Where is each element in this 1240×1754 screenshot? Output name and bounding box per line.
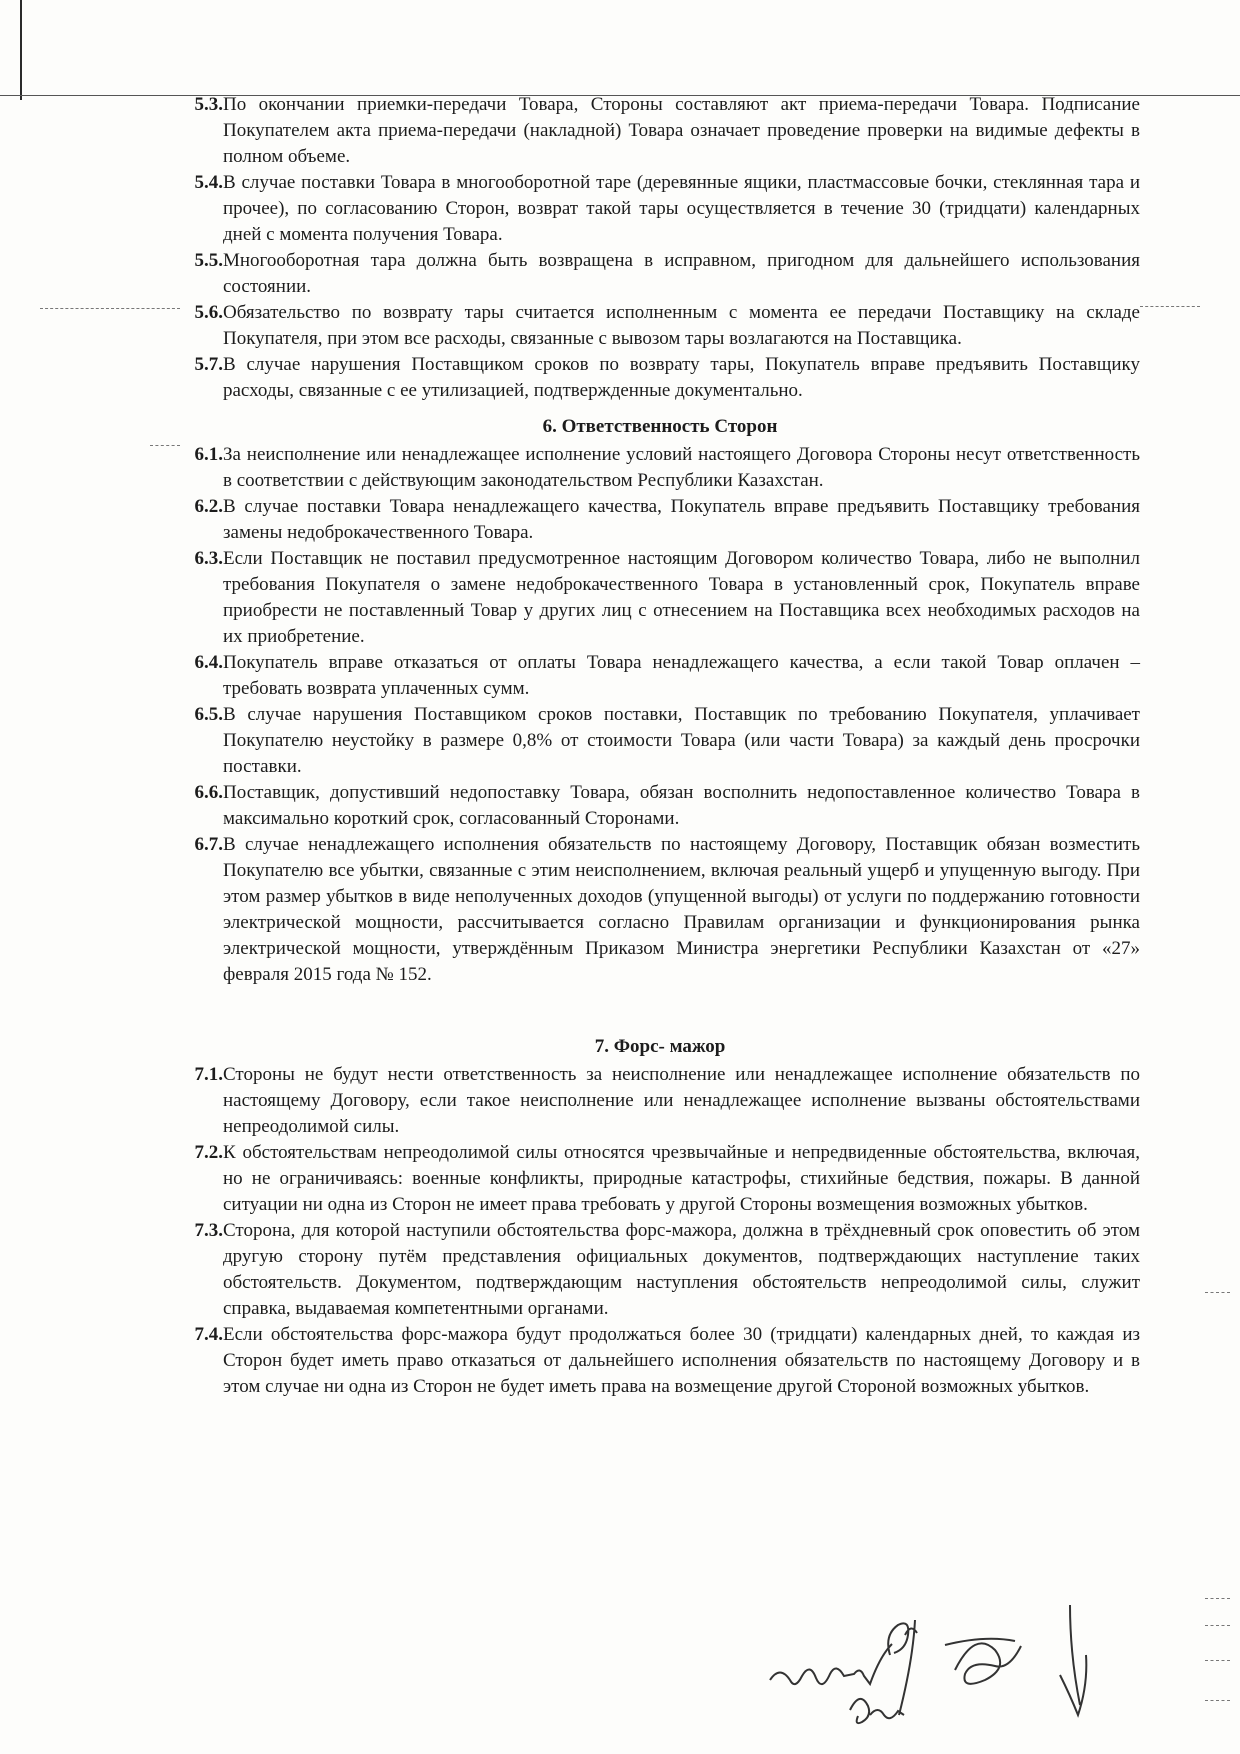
scan-dash-mark-right3	[1205, 1598, 1230, 1599]
clause-5-6	[180, 300, 1140, 352]
scan-dash-mark-mid	[150, 445, 180, 446]
clause-number: 6.7.	[194, 834, 223, 855]
clause-text: Обязательство по возврату тары считается исполненным с момента ее передачи Поставщику на складе Покупателя, при этом все расходы, связанные с вывозом тары возлагаются на Поставщика.	[223, 302, 1140, 349]
clause-5-7	[180, 352, 1140, 404]
section-5-clauses	[180, 92, 1140, 404]
clause-number: 6.2.	[194, 496, 223, 517]
clause-text: Многооборотная тара должна быть возвращена в исправном, пригодном для дальнейшего использования состоянии.	[223, 250, 1140, 297]
clause-text: Стороны не будут нести ответственность за неисполнение или ненадлежащее исполнение обязательств по настоящему Договору, если такое неисполнение или ненадлежащее исполнение вызваны обстоятельствами непреодолимой силы.	[223, 1064, 1140, 1137]
clause-6-3	[180, 546, 1140, 650]
clause-text: В случае поставки Товара в многооборотной таре (деревянные ящики, пластмассовые бочки, стеклянная тара и прочее), по согласованию Сторон, возврат такой тары осуществляется в течение 30 (тридцати) календарных дней с момента получения Товара.	[223, 172, 1140, 245]
clause-text: Если обстоятельства форс-мажора будут продолжаться более 30 (тридцати) календарных дней, то каждая из Сторон будет иметь право отказаться от дальнейшего исполнения обязательств по настоящему Договору и в этом случае ни одна из Сторон не будет иметь права на возмещение другой Стороной возможных убытков.	[223, 1324, 1140, 1397]
clause-number: 5.4.	[194, 172, 223, 193]
clause-number: 7.3.	[194, 1220, 223, 1241]
document-body	[180, 92, 1140, 1400]
clause-text: В случае ненадлежащего исполнения обязательств по настоящему Договору, Поставщик обязан возместить Покупателю все убытки, связанные с этим неисполнением, включая реальный ущерб и упущенную выгоду. При этом размер убытков в виде неполученных доходов (упущенной выгоды) от услуги по поддержанию готовности электрической мощности, рассчитывается согласно Правилам организации и функционирования рынка электрической мощности, утверждённым Приказом Министра энергетики Республики Казахстан от «27» февраля 2015 года № 152.	[223, 834, 1140, 985]
clause-text: За неисполнение или ненадлежащее исполнение условий настоящего Договора Стороны несут ответственность в соответствии с действующим законодательством Республики Казахстан.	[223, 444, 1140, 491]
clause-6-5	[180, 702, 1140, 780]
scan-edge-line-left	[20, 0, 22, 100]
clause-text: Сторона, для которой наступили обстоятельства форс-мажора, должна в трёхдневный срок оповестить об этом другую сторону путём представления официальных документов, подтверждающих наступление таких обстоятельств. Документом, подтверждающим наступления обстоятельств непреодолимой силы, служит справка, выдаваемая компетентными органами.	[223, 1220, 1140, 1319]
clause-number: 6.6.	[194, 782, 223, 803]
scan-dash-mark-right6	[1205, 1700, 1230, 1701]
clause-number: 5.6.	[194, 302, 223, 323]
clause-number: 6.3.	[194, 548, 223, 569]
scan-dash-mark-right	[1140, 306, 1200, 307]
clause-text: Покупатель вправе отказаться от оплаты Товара ненадлежащего качества, а если такой Товар оплачен – требовать возврата уплаченных сумм.	[223, 652, 1140, 699]
scan-dash-mark	[40, 308, 180, 309]
clause-5-5	[180, 248, 1140, 300]
clause-7-4	[180, 1322, 1140, 1400]
clause-6-7	[180, 832, 1140, 988]
clause-6-4	[180, 650, 1140, 702]
clause-text: В случае нарушения Поставщиком сроков поставки, Поставщик по требованию Покупателя, уплачивает Покупателю неустойку в размере 0,8% от стоимости Товара (или части Товара) за каждый день просрочки поставки.	[223, 704, 1140, 777]
clause-text: К обстоятельствам непреодолимой силы относятся чрезвычайные и непредвиденные обстоятельства, включая, но не ограничиваясь: военные конфликты, природные катастрофы, стихийные бедствия, пожары. В данной ситуации ни одна из Сторон не имеет права требовать у другой Стороны возмещения возможных убытков.	[223, 1142, 1140, 1215]
clause-number: 6.4.	[194, 652, 223, 673]
clause-5-3	[180, 92, 1140, 170]
clause-7-1	[180, 1062, 1140, 1140]
clause-number: 7.1.	[194, 1064, 223, 1085]
section-6-title: 6. Ответственность Сторон	[542, 416, 778, 437]
handwritten-signatures	[740, 1575, 1160, 1745]
clause-number: 5.7.	[194, 354, 223, 375]
clause-number: 6.5.	[194, 704, 223, 725]
scan-dash-mark-right4	[1205, 1625, 1230, 1626]
clause-text: Если Поставщик не поставил предусмотренное настоящим Договором количество Товара, либо не выполнил требования Покупателя о замене недоброкачественного Товара в установленный срок, Покупатель вправе приобрести не поставленный Товар у других лиц с отнесением на Поставщика всех необходимых расходов на их приобретение.	[223, 548, 1140, 647]
section-7-clauses	[180, 1062, 1140, 1400]
clause-text: В случае нарушения Поставщиком сроков по возврату тары, Покупатель вправе предъявить Поставщику расходы, связанные с ее утилизацией, подтвержденные документально.	[223, 354, 1140, 401]
scan-dash-mark-right2	[1205, 1292, 1230, 1293]
clause-6-6	[180, 780, 1140, 832]
section-6-clauses	[180, 442, 1140, 988]
clause-text: В случае поставки Товара ненадлежащего качества, Покупатель вправе предъявить Поставщику требования замены недоброкачественного Товара.	[223, 496, 1140, 543]
clause-number: 5.5.	[194, 250, 223, 271]
clause-text: По окончании приемки-передачи Товара, Стороны составляют акт приема-передачи Товара. Подписание Покупателем акта приема-передачи (накладной) Товара означает проведение проверки на видимые дефекты в полном объеме.	[223, 94, 1140, 167]
clause-7-3	[180, 1218, 1140, 1322]
clause-number: 6.1.	[194, 444, 223, 465]
clause-6-2	[180, 494, 1140, 546]
clause-5-4	[180, 170, 1140, 248]
clause-number: 7.2.	[194, 1142, 223, 1163]
section-7-title: 7. Форс- мажор	[594, 1036, 726, 1057]
clause-number: 5.3.	[194, 94, 223, 115]
scan-dash-mark-right5	[1205, 1660, 1230, 1661]
clause-text: Поставщик, допустивший недопоставку Товара, обязан восполнить недопоставленное количество Товара в максимально короткий срок, согласованный Сторонами.	[223, 782, 1140, 829]
clause-number: 7.4.	[194, 1324, 223, 1345]
clause-6-1	[180, 442, 1140, 494]
clause-7-2	[180, 1140, 1140, 1218]
